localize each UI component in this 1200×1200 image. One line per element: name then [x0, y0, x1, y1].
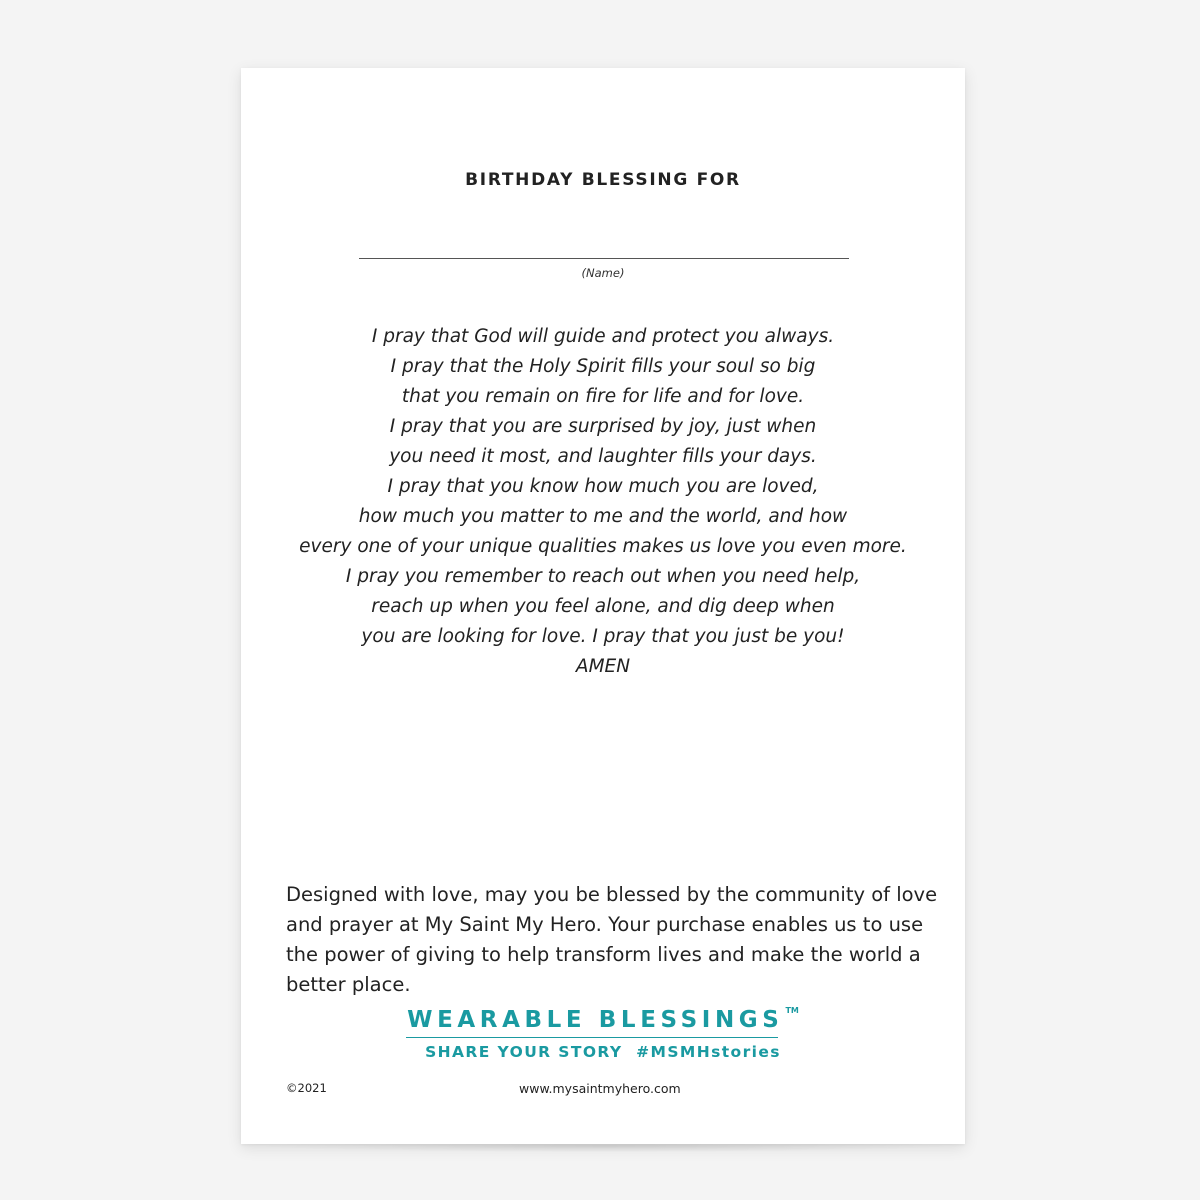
website-link[interactable]: www.mysaintmyhero.com [519, 1081, 681, 1096]
card-title: BIRTHDAY BLESSING FOR [465, 170, 741, 190]
prayer-line: how much you matter to me and the world, and how [358, 506, 848, 527]
prayer-line: I pray that the Holy Spirit fills your soul so big [390, 356, 816, 377]
prayer-line: you need it most, and laughter fills your days. [389, 446, 817, 467]
brand-wordmark [241, 1006, 965, 1033]
prayer-line: every one of your unique qualities makes us love you even more. [299, 536, 907, 557]
prayer-line: I pray that God will guide and protect you always. [371, 326, 835, 347]
copyright-notice: ©2021 [286, 1081, 327, 1095]
brand-name: WEARABLE BLESSINGS [407, 1007, 784, 1033]
brand-divider [406, 1037, 778, 1038]
prayer-line: I pray that you are surprised by joy, just when [389, 416, 817, 437]
prayer-line: reach up when you feel alone, and dig deep when [371, 596, 835, 617]
blurb-line: and prayer at My Saint My Hero. Your purchase enables us to use [286, 913, 924, 936]
prayer-line: you are looking for love. I pray that you just be you! [361, 626, 845, 647]
name-write-in-line [359, 258, 849, 259]
name-caption: (Name) [581, 266, 625, 280]
blessing-card [241, 68, 965, 1144]
prayer-amen: AMEN [575, 656, 631, 677]
blurb-paragraph [286, 880, 936, 1000]
blurb-line: the power of giving to help transform lives and make the world a [286, 943, 921, 966]
trademark-mark: TM [785, 1006, 799, 1015]
brand-tagline: SHARE YOUR STORY #MSMHstories [425, 1043, 781, 1061]
prayer-text [241, 322, 965, 682]
prayer-line: I pray you remember to reach out when you need help, [345, 566, 861, 587]
blurb-line: Designed with love, may you be blessed by the community of love [286, 883, 938, 906]
blurb-line: better place. [286, 973, 411, 996]
prayer-line: I pray that you know how much you are loved, [387, 476, 819, 497]
prayer-line: that you remain on fire for life and for love. [401, 386, 805, 407]
